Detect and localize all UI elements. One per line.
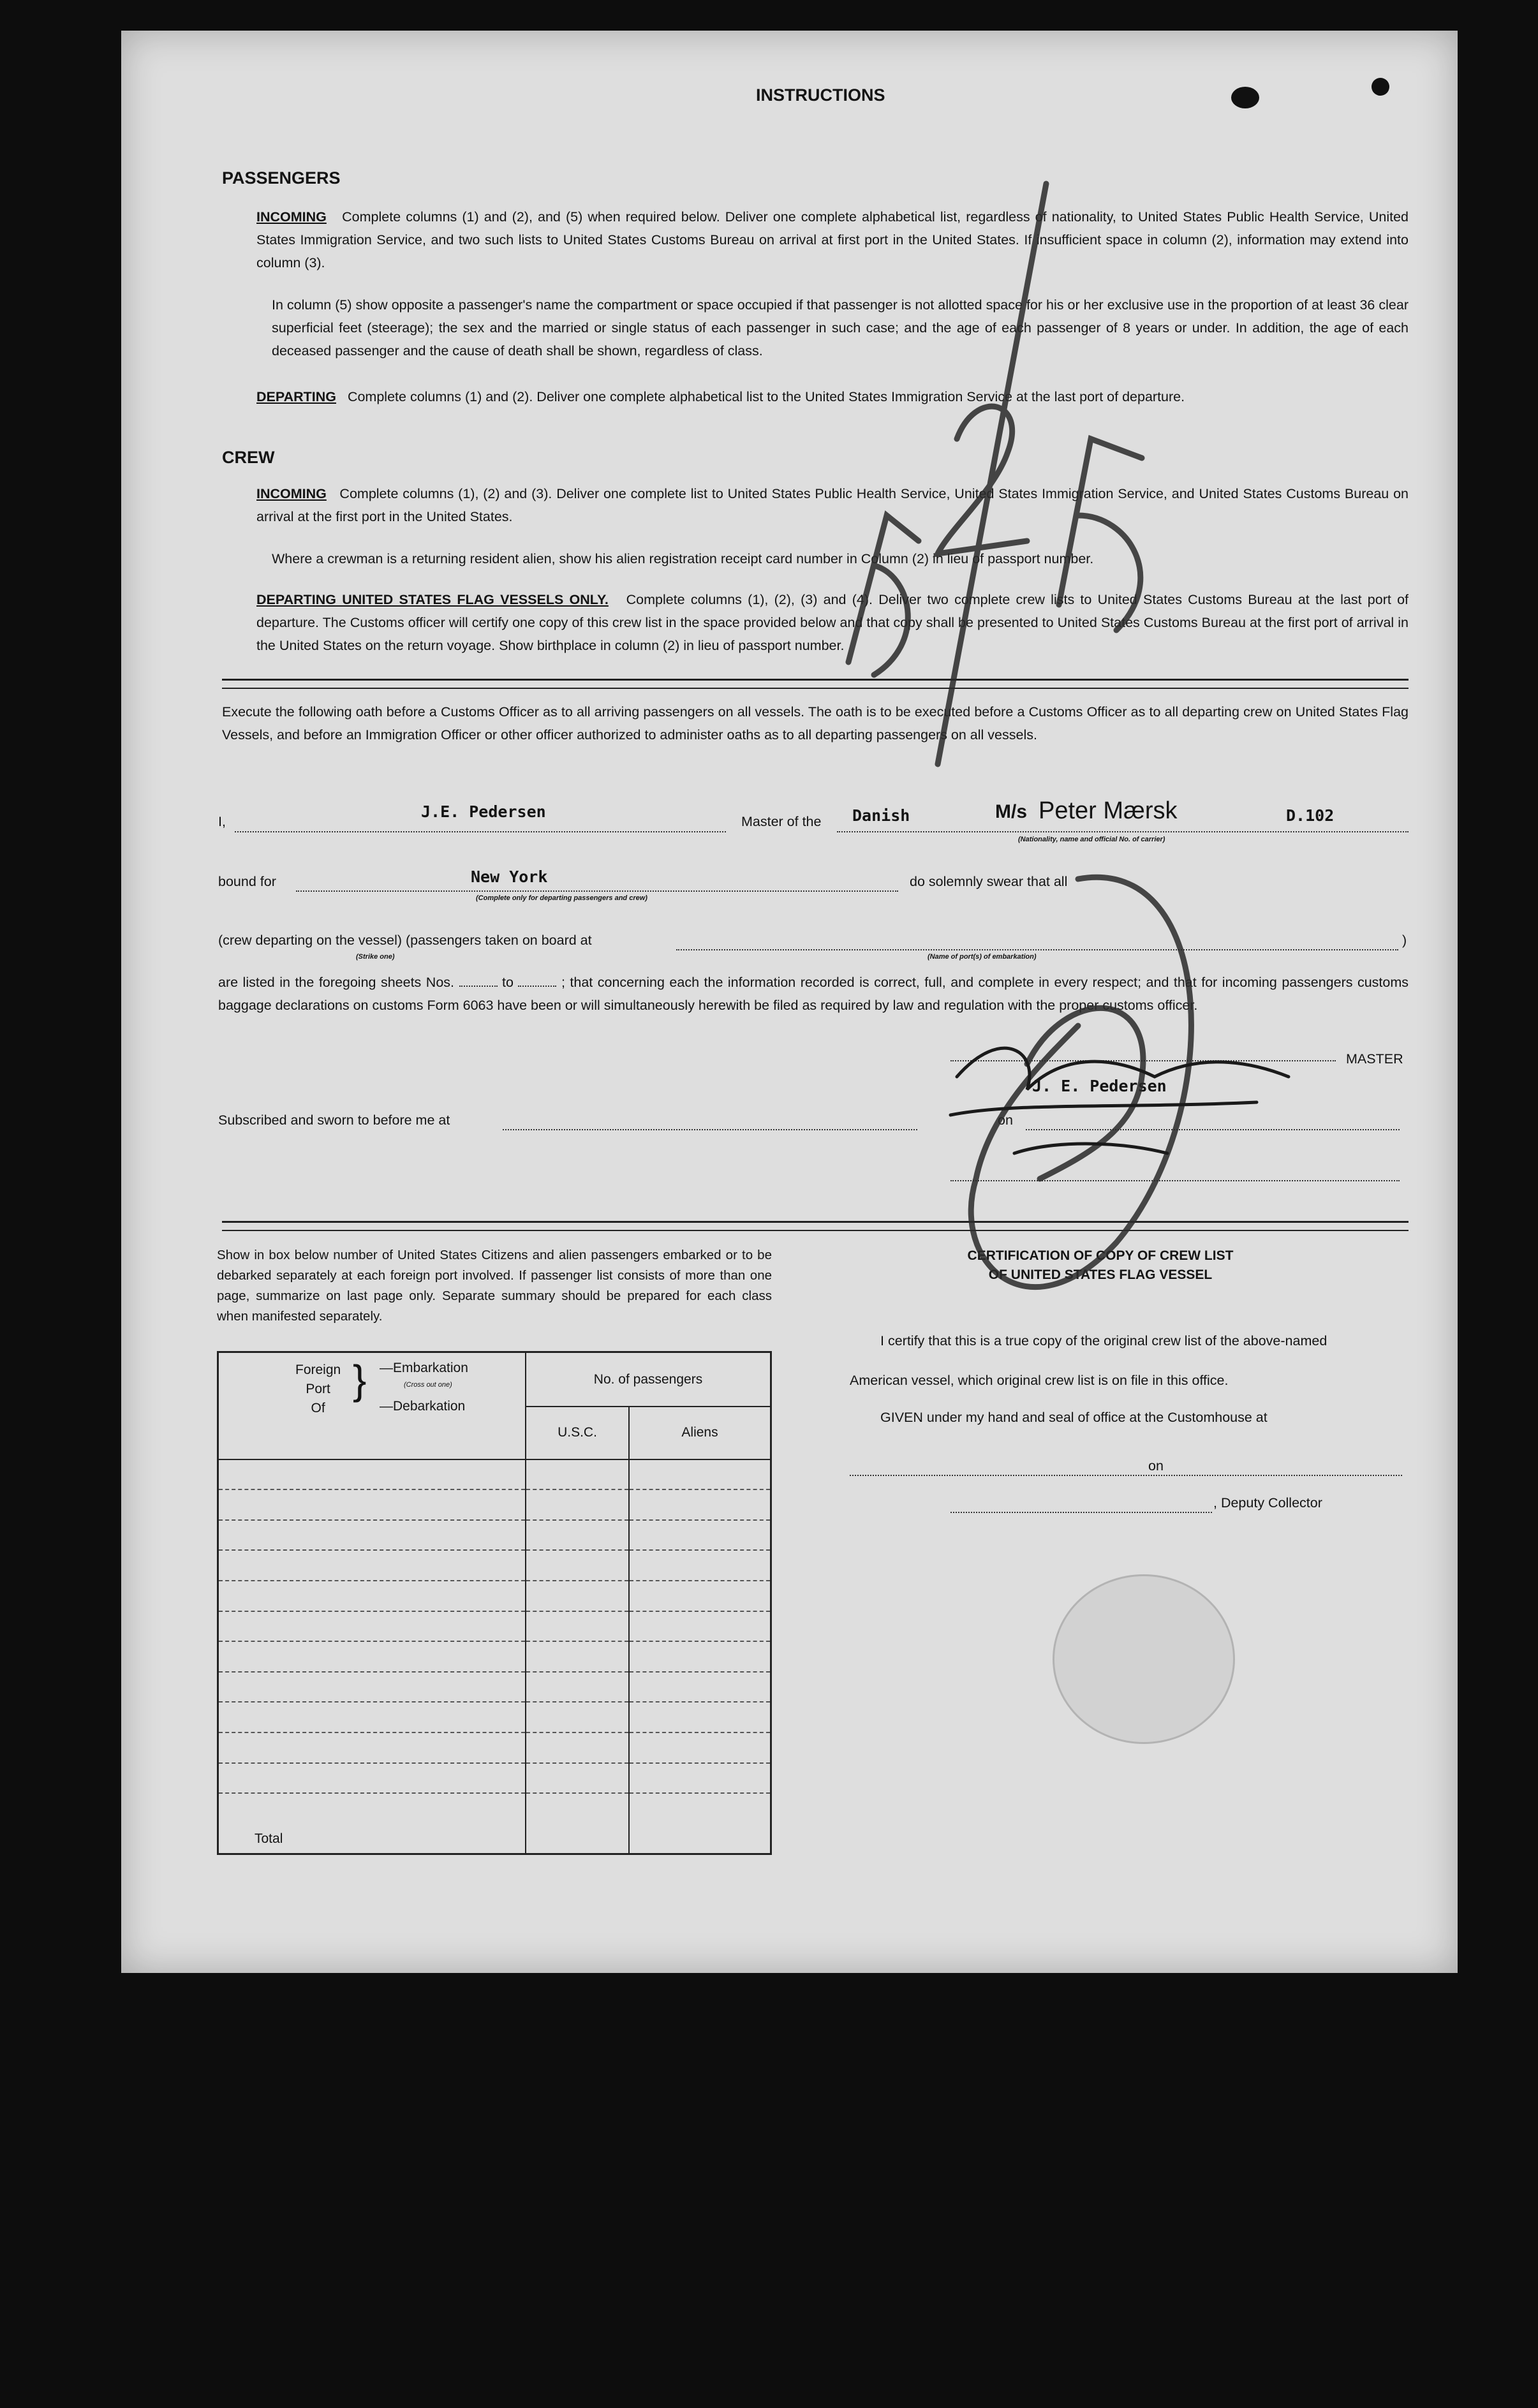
brace: }	[353, 1357, 367, 1403]
sheets-to-label: to	[502, 975, 514, 990]
certification-date-line	[1174, 1475, 1402, 1476]
master-signature-scrawl	[950, 1048, 1289, 1153]
divider	[222, 679, 1409, 681]
bound-for-label: bound for	[218, 874, 276, 889]
table-row	[218, 1459, 771, 1490]
summary-intro: Show in box below number of United States Citizens and alien passengers embarked or to be debarked separately at each foreign port involved. If passenger list consists of more than one page, summarize on last page only. Separate summary should be prepared for each class when manifested separately.	[217, 1248, 772, 1324]
vessel-line	[837, 831, 1409, 832]
officer-signature-line	[950, 1180, 1400, 1181]
certification-title-line2: OF UNITED STATES FLAG VESSEL	[988, 1267, 1213, 1282]
passenger-summary-table	[217, 1351, 772, 1855]
table-row	[218, 1611, 771, 1642]
table-row	[218, 1702, 771, 1732]
cross-out-caption: (Cross out one)	[404, 1381, 452, 1389]
passengers-departing-paragraph	[256, 385, 1409, 408]
embarkation-port-line	[676, 949, 1398, 950]
certify-line1: I certify that this is a true copy of the original crew list of the above-named	[880, 1333, 1327, 1348]
of-label: Of	[311, 1401, 325, 1415]
instructions-title: INSTRUCTIONS	[756, 85, 885, 105]
subscribed-label: Subscribed and sworn to before me at	[218, 1112, 450, 1128]
table-row	[218, 1763, 771, 1794]
punch-hole	[1231, 87, 1259, 108]
table-row	[218, 1581, 771, 1611]
crew-heading: CREW	[222, 448, 275, 467]
crew-incoming-paragraph	[256, 482, 1409, 528]
bound-for-line	[296, 890, 898, 892]
punch-hole	[1372, 78, 1389, 96]
sheets-paragraph	[218, 971, 1409, 1017]
oath-i-label: I,	[218, 814, 226, 829]
document-page	[121, 31, 1458, 1973]
vessel-nationality: Danish	[852, 806, 910, 825]
crew-departing-line: (crew departing on the vessel) (passengers taken on board at	[218, 933, 592, 948]
port-label: Port	[306, 1382, 330, 1396]
deputy-label: , Deputy Collector	[1213, 1495, 1322, 1511]
sheets-text: are listed in the foregoing sheets Nos.	[218, 975, 455, 990]
debarkation-label: —Debarkation	[380, 1399, 466, 1414]
no-passengers-header: No. of passengers	[526, 1352, 771, 1407]
close-paren: )	[1402, 933, 1407, 948]
passengers-incoming-text: Complete columns (1) and (2), and (5) when required below. Deliver one complete alphabetical list, regardless of nationality, to United States Public Health Service, United States Immigration Service, and two such lists to United States Customs Bureau on arrival at first port in the United States. If insufficient space in column (2), information may extend into column (3).	[256, 209, 1409, 270]
swear-text: do solemnly swear that all	[910, 874, 1068, 889]
aliens-header: Aliens	[629, 1407, 771, 1459]
port-caption: (Name of port(s) of embarkation)	[928, 953, 1037, 961]
divider	[222, 1221, 1409, 1223]
passengers-heading: PASSENGERS	[222, 168, 341, 188]
master-name-line	[235, 831, 726, 832]
table-row	[218, 1520, 771, 1551]
sheet-from-blank	[459, 986, 498, 987]
foreign-port-header	[218, 1352, 526, 1459]
certification-title-line1: CERTIFICATION OF COPY OF CREW LIST	[967, 1248, 1234, 1263]
vessel-name: Peter Mærsk	[1039, 797, 1178, 824]
passengers-incoming-paragraph	[256, 205, 1409, 274]
foreign-label: Foreign	[295, 1363, 341, 1377]
master-typed-signature: J. E. Pedersen	[1032, 1077, 1167, 1095]
sheets-rest: ; that concerning each the information recorded is correct, full, and complete in every respect; and that for incoming passengers customs baggage declarations on customs Form 6063 have been or will simultaneously herewith be filed as required by law and regulation with the proper customs officer.	[218, 975, 1409, 1013]
crew-departing-label: DEPARTING UNITED STATES FLAG VESSELS ONLY.	[256, 592, 609, 607]
crew-departing-paragraph	[256, 588, 1409, 657]
table-row	[218, 1672, 771, 1703]
sheet-to-blank	[518, 986, 556, 987]
crew-resident-paragraph: Where a crewman is a returning resident alien, show his alien registration receipt card number in Column (2) in lieu of passport number.	[272, 551, 1094, 566]
carrier-caption: (Nationality, name and official No. of carrier)	[1018, 836, 1165, 843]
certify-line2: American vessel, which original crew list is on file in this office.	[850, 1373, 1229, 1388]
divider	[222, 1230, 1409, 1231]
vessel-official-number: D.102	[1286, 806, 1335, 825]
given-text: GIVEN under my hand and seal of office at the Customhouse at	[880, 1410, 1268, 1425]
master-signature-line	[950, 1060, 1336, 1061]
passengers-departing-text: Complete columns (1) and (2). Deliver one complete alphabetical list to the United States Immigration Service at the last port of departure.	[347, 389, 1185, 404]
subscribed-place-line	[503, 1129, 917, 1130]
subscribed-date-line	[1026, 1129, 1400, 1130]
oath-intro: Execute the following oath before a Customs Officer as to all arriving passengers on all vessels. The oath is to be executed before a Customs Officer as to all departing crew on United States Flag Vessels, and before an Immigration Officer or other officer authorized to administer oaths as to all departing passengers on all vessels.	[222, 704, 1409, 742]
bound-for-port: New York	[471, 868, 548, 886]
divider	[222, 688, 1409, 689]
bound-caption: (Complete only for departing passengers and crew)	[476, 894, 647, 902]
column5-paragraph: In column (5) show opposite a passenger's name the compartment or space occupied if that passenger is not allotted space for his or her exclusive use in the proportion of at least 36 clear superficial feet (steerage); the sex and the married or single status of each passenger in such case; and the age of each passenger of 8 years or under. In addition, the age of each deceased passenger and the cause of death shall be shown, regardless of class.	[272, 297, 1409, 358]
usc-header: U.S.C.	[526, 1407, 629, 1459]
master-name: J.E. Pedersen	[421, 802, 546, 821]
crew-incoming-text: Complete columns (1), (2) and (3). Deliver one complete list to United States Public Health Service, United States Immigration Service, and United States Customs Bureau on arrival at the first port in the United States.	[256, 486, 1409, 524]
table-row	[218, 1641, 771, 1672]
crew-incoming-label: INCOMING	[256, 486, 327, 501]
crew-departing-text: Complete columns (1), (2), (3) and (4). Deliver two complete crew lists to United States Customs Bureau at the last port of departure. The Customs officer will certify one copy of this crew list in the space provided below and that copy shall be presented to United States Customs Bureau at the first port of arrival in the United States on the return voyage. Show birthplace in column (2) in lieu of passport number.	[256, 592, 1409, 653]
total-row	[218, 1793, 771, 1854]
embarkation-label: —Embarkation	[380, 1361, 468, 1375]
seal-impression	[1053, 1574, 1235, 1744]
master-of-label: Master of the	[741, 814, 822, 829]
subscribed-on-label: on	[998, 1112, 1013, 1128]
passengers-incoming-label: INCOMING	[256, 209, 327, 225]
strike-caption: (Strike one)	[356, 953, 395, 961]
master-label: MASTER	[1346, 1051, 1403, 1067]
table-row	[218, 1489, 771, 1520]
total-label: Total	[255, 1831, 283, 1846]
table-row	[218, 1550, 771, 1581]
deputy-signature-line	[950, 1512, 1212, 1513]
vessel-prefix: M/s	[995, 801, 1028, 822]
certification-on-label: on	[1148, 1458, 1164, 1474]
table-row	[218, 1732, 771, 1763]
certification-title	[874, 1246, 1327, 1285]
passengers-departing-label: DEPARTING	[256, 389, 337, 404]
